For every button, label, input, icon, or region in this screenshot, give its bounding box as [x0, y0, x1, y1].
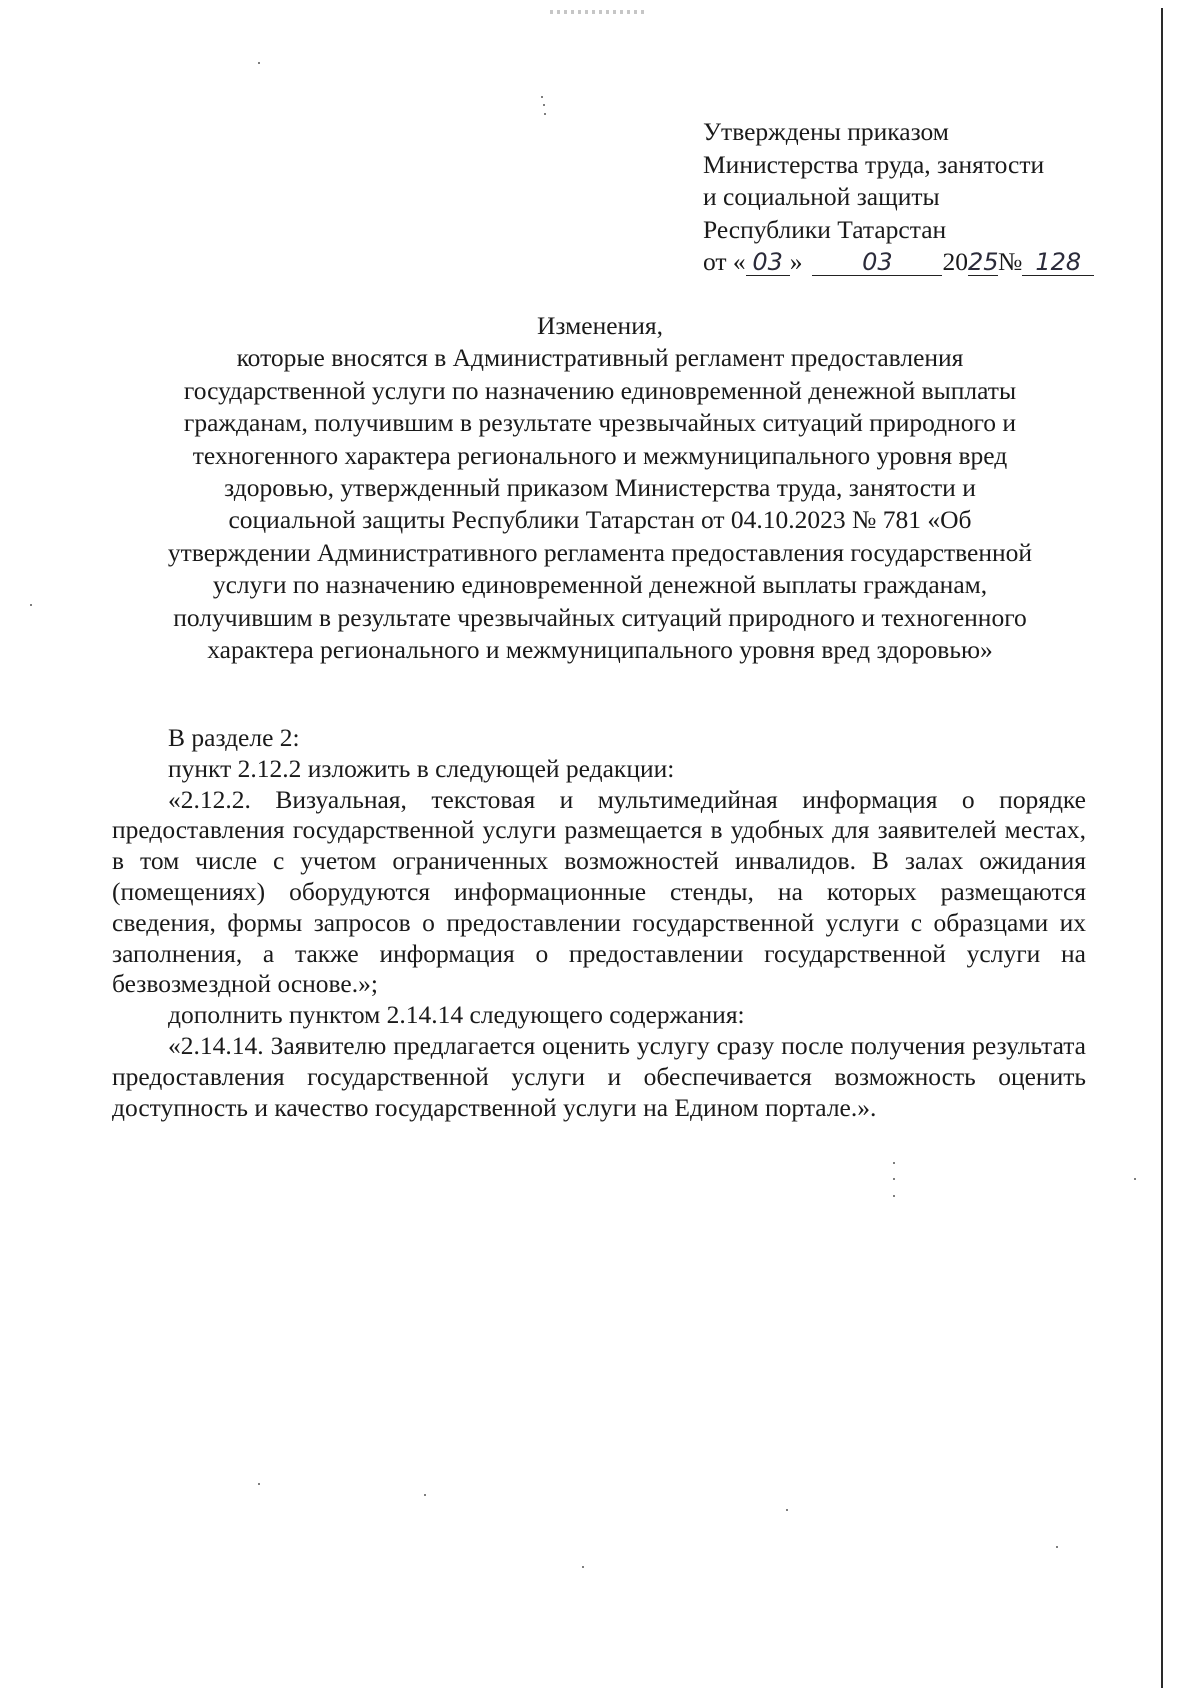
approval-line-3: и социальной защиты [703, 182, 940, 211]
scan-speck [893, 1162, 895, 1164]
document-title [100, 310, 1100, 666]
title-line: характера регионального и межмуниципального уровня вред здоровью» [207, 635, 993, 665]
approval-date-row [703, 246, 1123, 279]
date-year-prefix: 20 [942, 247, 968, 276]
scan-smudge [550, 10, 645, 14]
order-number: 128 [1022, 249, 1094, 276]
scan-speck [544, 113, 546, 115]
title-line: утверждении Административного регламента предоставления государственной [167, 537, 1033, 567]
date-close-quote: » [789, 247, 803, 276]
scan-speck [258, 1483, 260, 1485]
title-line: социальной защиты Республики Татарстан от 04.10.2023 № 781 «Об [228, 505, 972, 535]
amendment-text-2-12-2: «2.12.2. Визуальная, текстовая и мультимедийная информация о порядке предоставления государственной услуги размещается в удобных для заявителей местах, в том числе с учетом ограниченных возможностей инвалидов. В залах ожидания (помещениях) оборудуются информационные стенды, на которых размещаются сведения, формы запросов о предоставлении государственной услуги с образцами их заполнения, а также информация о предоставлении государственной услуги на безвозмездной основе.»; [112, 784, 1086, 999]
number-sign: № [997, 247, 1023, 276]
scan-edge-line [1161, 8, 1163, 1688]
title-line: государственной услуги по назначению единовременной денежной выплаты [183, 375, 1017, 405]
amendment-text-2-14-14: «2.14.14. Заявителю предлагается оценить услугу сразу после получения результата предоставления государственной услуги и обеспечивается возможность оценить доступность и качество государственной услуги на Едином портале.». [112, 1030, 1086, 1122]
title-line: получившим в результате чрезвычайных ситуаций природного и техногенного [173, 602, 1027, 632]
title-heading: Изменения, [537, 311, 663, 340]
date-month: 03 [812, 249, 942, 276]
section-intro: В разделе 2: [168, 723, 300, 752]
title-line: здоровью, утвержденный приказом Министерства труда, занятости и [224, 473, 976, 503]
date-day: 03 [746, 249, 790, 276]
title-line: техногенного характера регионального и межмуниципального уровня вред [192, 440, 1008, 470]
approval-block [703, 116, 1123, 279]
scan-speck [582, 1566, 584, 1568]
title-line: которые вносятся в Административный регламент предоставления [236, 343, 964, 373]
scan-speck [893, 1178, 895, 1180]
document-body [112, 723, 1086, 1123]
scan-speck [258, 62, 260, 64]
approval-line-1: Утверждены приказом [703, 117, 949, 146]
approval-line-2: Министерства труда, занятости [703, 149, 1045, 179]
date-year-suffix: 25 [967, 248, 999, 276]
scan-speck [424, 1494, 426, 1496]
scan-speck [543, 104, 545, 106]
scan-speck [893, 1195, 895, 1197]
amendment-instruction-1: пункт 2.12.2 изложить в следующей редакции: [168, 753, 675, 783]
scan-speck [786, 1509, 788, 1511]
amendment-instruction-2: дополнить пунктом 2.14.14 следующего содержания: [168, 1000, 745, 1030]
scan-speck [1056, 1546, 1058, 1548]
title-line: гражданам, получившим в результате чрезвычайных ситуаций природного и [183, 408, 1017, 438]
scan-speck [1134, 1178, 1136, 1180]
date-prefix: от « [703, 247, 746, 276]
scan-speck [30, 604, 32, 606]
scan-speck [541, 96, 543, 98]
title-line: услуги по назначению единовременной денежной выплаты гражданам, [212, 570, 988, 600]
approval-line-4: Республики Татарстан [703, 214, 947, 244]
